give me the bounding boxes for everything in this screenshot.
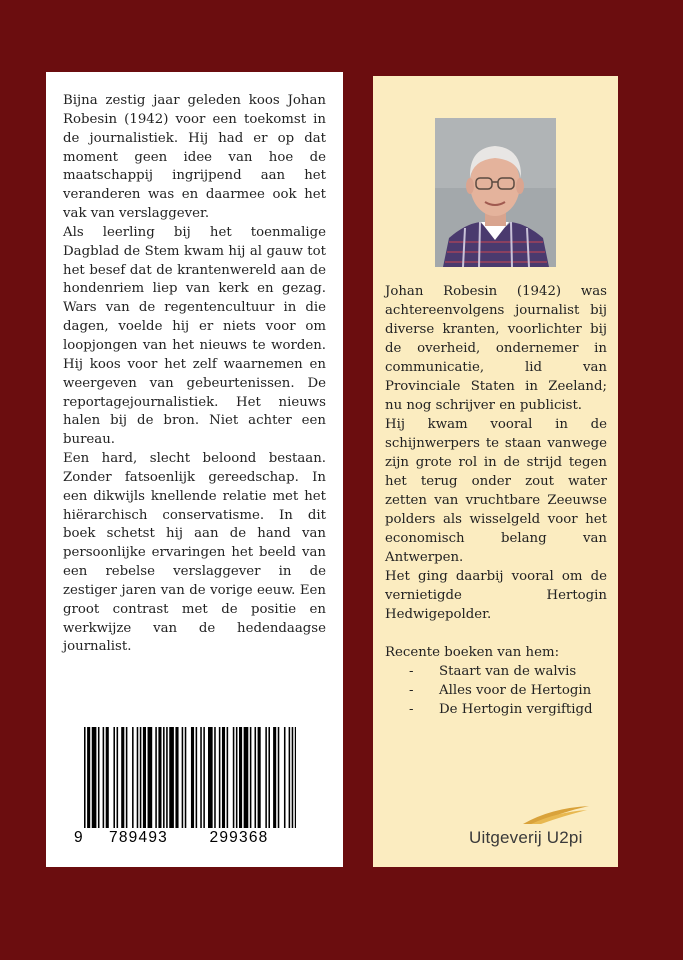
- barcode-bar: [203, 727, 205, 828]
- bio-paragraph: Hij kwam vooral in de schijnwerpers te staan vanwege zijn grote rol in de strijd tegen het terug onder zout water zetten van vruchtbare Zeeuwse polders als wisselgeld voor het economisch belang van Antwerpen.: [385, 417, 607, 565]
- book-summary-panel: [46, 72, 343, 867]
- barcode-bar: [140, 727, 142, 828]
- barcode-bar: [84, 727, 86, 828]
- publisher-name: Uitgeverij U2pi: [469, 828, 583, 847]
- list-marker: -: [409, 702, 414, 717]
- recent-books-heading: Recente boeken van hem:: [385, 645, 560, 660]
- isbn-first-digit: 9: [74, 829, 84, 846]
- barcode-bar: [233, 727, 235, 828]
- recent-books-list: [385, 662, 607, 719]
- barcode-bar: [166, 727, 168, 828]
- barcode-bar: [250, 727, 252, 828]
- book-title: Staart van de walvis: [439, 664, 577, 679]
- isbn-group-2: 299368: [209, 829, 269, 846]
- author-photo: [435, 118, 556, 267]
- publisher-logo: [469, 804, 604, 848]
- author-bio: [385, 282, 607, 719]
- barcode-bar: [185, 727, 187, 828]
- bio-paragraph: Johan Robesin (1942) was achtereenvolgens journalist bij diverse kranten, voorlichter bij de overheid, ondernemer in communicatie, lid van Provinciale Staten in Zeeland; nu nog schrijver en publicist.: [385, 284, 607, 413]
- barcode-bar: [289, 727, 291, 828]
- list-item: [385, 681, 607, 700]
- barcode-bar: [103, 727, 105, 828]
- summary-paragraph: Als leerling bij het toenmalige Dagblad de Stem kwam hij al gauw tot het besef dat de krantenwereld aan de hondenriem liep van kerk en gezag. Wars van de regentencultuur in die dagen, voelde hij er niets voor om loopjongen van het nieuws te worden. Hij koos voor het zelf waarnemen en weergeven van gebeurtenissen. De reportagejournalistiek. Het nieuws halen bij de bron. Niet achter een bureau.: [63, 224, 326, 448]
- barcode-bar: [222, 727, 225, 828]
- isbn-barcode: [74, 727, 296, 847]
- barcode-bar: [214, 727, 216, 828]
- barcode-bar: [182, 727, 184, 828]
- barcode-bar: [239, 727, 242, 828]
- barcode-bar: [121, 727, 124, 828]
- isbn-digits: [74, 829, 296, 847]
- bio-paragraph: Het ging daarbij vooral om de vernietigde Hertogin Hedwigepolder.: [385, 569, 607, 622]
- barcode-bar: [137, 727, 139, 828]
- barcode-bar: [219, 727, 221, 828]
- barcode-bar: [268, 727, 270, 828]
- summary-paragraph: Een hard, slecht beloond bestaan. Zonder fatsoenlijk gereedschap. In een dikwijls knellende relatie met het hiërarchisch conservatisme. In dit boek schetst hij aan de hand van persoonlijke ervaringen het beeld van een rebelse verslaggever in de zestiger jaren van de vorige eeuw. Een groot contrast met de positie en werkwijze van de hedendaagse journalist.: [63, 451, 326, 655]
- barcode-bar: [200, 727, 202, 828]
- isbn-group-1: 789493: [109, 829, 168, 846]
- barcode-bar: [236, 727, 238, 828]
- list-marker: -: [409, 664, 414, 679]
- barcode-bar: [265, 727, 267, 828]
- book-summary: [63, 92, 326, 657]
- barcode-bar: [175, 727, 178, 828]
- barcode-bar: [295, 727, 296, 828]
- barcode-bar: [106, 727, 109, 828]
- barcode-bar: [292, 727, 294, 828]
- barcode-bar: [258, 727, 261, 828]
- summary-paragraph: Bijna zestig jaar geleden koos Johan Robesin (1942) voor een toekomst in de journalistiek. Hij had er op dat moment geen idee van hoe de maatschappij ingrijpend aan het veranderen was en daarmee ook het vak van verslaggever.: [63, 93, 326, 222]
- barcode-bars-icon: [84, 727, 296, 828]
- barcode-bar: [132, 727, 134, 828]
- barcode-bar: [255, 727, 257, 828]
- barcode-bar: [98, 727, 100, 828]
- barcode-bar: [191, 727, 194, 828]
- publisher-swoosh-icon: [521, 804, 591, 826]
- list-marker: -: [409, 683, 414, 698]
- author-portrait-icon: [435, 118, 556, 267]
- barcode-bar: [158, 727, 161, 828]
- barcode-bar: [169, 727, 174, 828]
- barcode-bar: [117, 727, 119, 828]
- barcode-bar: [92, 727, 97, 828]
- list-item: [385, 700, 607, 719]
- barcode-bar: [284, 727, 286, 828]
- barcode-bar: [208, 727, 213, 828]
- barcode-bar: [163, 727, 165, 828]
- barcode-bar: [148, 727, 153, 828]
- author-panel: [373, 76, 618, 867]
- barcode-bar: [126, 727, 128, 828]
- barcode-bar: [143, 727, 146, 828]
- barcode-bar: [155, 727, 157, 828]
- book-title: De Hertogin vergiftigd: [439, 702, 593, 717]
- list-item: [385, 662, 607, 681]
- barcode-bar: [244, 727, 249, 828]
- barcode-bar: [87, 727, 90, 828]
- barcode-bar: [196, 727, 198, 828]
- barcode-bar: [113, 727, 115, 828]
- barcode-bar: [227, 727, 229, 828]
- barcode-bar: [273, 727, 276, 828]
- book-title: Alles voor de Hertogin: [439, 683, 592, 698]
- barcode-bar: [278, 727, 280, 828]
